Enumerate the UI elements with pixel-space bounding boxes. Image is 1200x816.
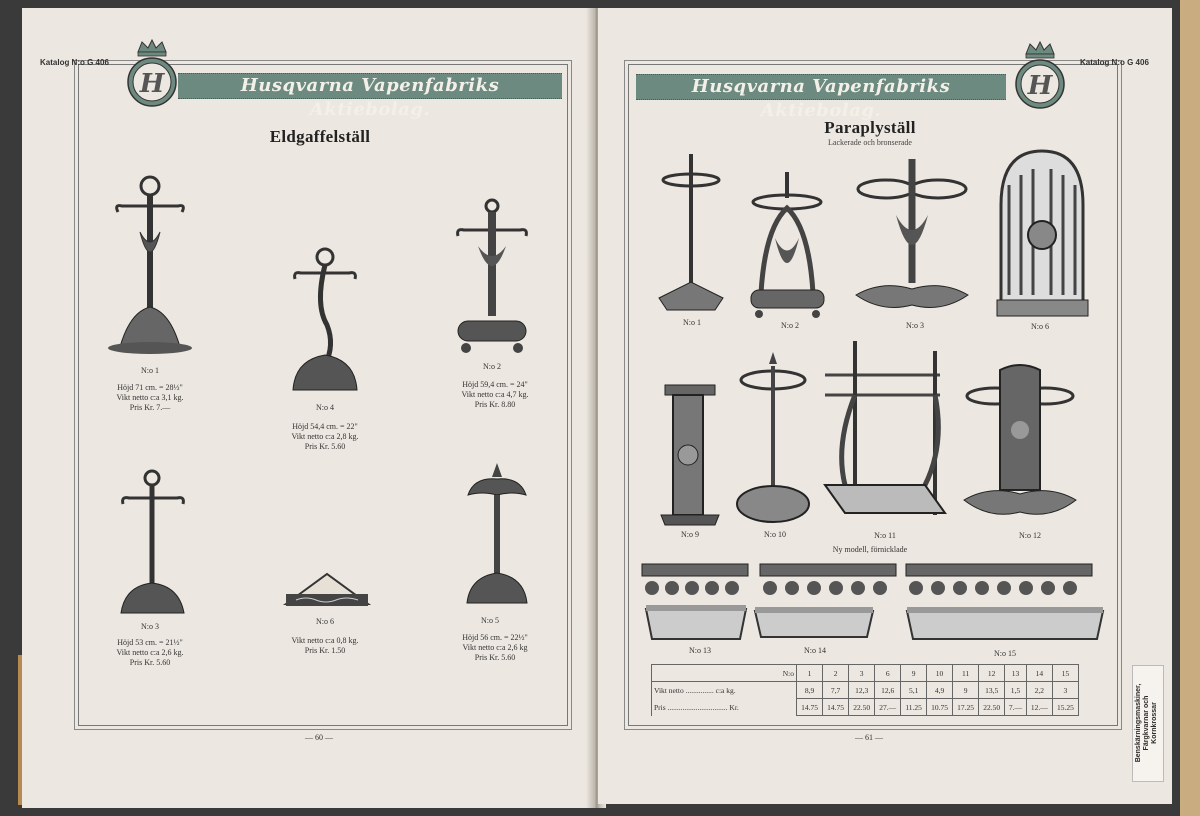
right-catalog-number: Katalog N:o G 406 — [1080, 58, 1149, 67]
item-6-weight: Vikt netto c:a 0,8 kg. — [291, 636, 359, 645]
table-number-cell: 12 — [979, 665, 1005, 682]
husqvarna-emblem-icon — [122, 38, 182, 108]
umbrella-1-label: N:o 1 — [683, 318, 701, 327]
umbrella-stand-1-image — [655, 150, 727, 315]
umbrella-stand-6-image — [995, 145, 1090, 320]
right-page-subtitle: Lackerade och bronserade — [828, 138, 912, 147]
table-price-label: Pris ................................ Kr. — [652, 699, 797, 716]
svg-text:H: H — [139, 69, 165, 99]
item-6-price: Pris Kr. 1.50 — [304, 646, 346, 655]
table-number-cell: 14 — [1026, 665, 1052, 682]
umbrella-12-label: N:o 12 — [1019, 531, 1041, 540]
table-price-cell: 27.— — [875, 699, 901, 716]
table-weight-cell: 9 — [953, 682, 979, 699]
drip-tray-14-image — [753, 605, 875, 641]
corner-stand-6-image — [282, 568, 372, 610]
table-header-label: N:o — [652, 665, 797, 682]
table-price-cell: 12.— — [1026, 699, 1052, 716]
table-number-cell: 15 — [1052, 665, 1078, 682]
table-weight-cell: 12,6 — [875, 682, 901, 699]
item-2-specs — [440, 380, 550, 410]
item-5-price: Pris Kr. 5.60 — [474, 653, 516, 662]
table-number-cell: 3 — [849, 665, 875, 682]
left-catalog-number: Katalog N:o G 406 — [40, 58, 109, 67]
item-4-label: N:o 4 — [316, 403, 334, 412]
item-1-specs — [100, 383, 200, 413]
fire-tool-stand-5-image — [462, 455, 532, 610]
table-number-cell: 9 — [901, 665, 927, 682]
cover-board — [1180, 0, 1200, 816]
item-4-height: Höjd 54,4 cm. = 22" — [292, 422, 358, 431]
drip-tray-15-image — [905, 605, 1105, 643]
umbrella-stand-11-image — [815, 335, 950, 533]
umbrella-stand-3-image — [852, 155, 972, 317]
table-weight-cell: 5,1 — [901, 682, 927, 699]
tray-13-label: N:o 13 — [689, 646, 711, 655]
table-number-cell: 11 — [953, 665, 979, 682]
item-1-height: Höjd 71 cm. = 28½" — [117, 383, 183, 392]
table-number-cell: 10 — [927, 665, 953, 682]
umbrella-stand-9-image — [655, 375, 725, 527]
table-price-cell: 10.75 — [927, 699, 953, 716]
right-page-number: — 61 — — [855, 733, 883, 742]
drip-tray-13-image — [644, 603, 748, 643]
table-price-cell: 22.50 — [979, 699, 1005, 716]
table-price-cell: 14.75 — [797, 699, 823, 716]
item-3-height: Höjd 53 cm. = 21½" — [117, 638, 183, 647]
table-price-cell: 22.50 — [849, 699, 875, 716]
item-3-label: N:o 3 — [141, 622, 159, 631]
side-tab-line-3: Kornkrossar — [1151, 701, 1158, 744]
tray-15-label: N:o 15 — [994, 649, 1016, 658]
item-4-specs — [270, 422, 380, 452]
table-weight-cell: 3 — [1052, 682, 1078, 699]
table-weight-cell: 7,7 — [823, 682, 849, 699]
table-weight-cell: 4,9 — [927, 682, 953, 699]
right-page-title: Paraplyställ — [824, 118, 916, 137]
item-2-weight: Vikt netto c:a 4,7 kg. — [461, 390, 529, 399]
tray-14-label: N:o 14 — [804, 646, 826, 655]
umbrella-11-label: N:o 11 — [874, 531, 896, 540]
table-header-row — [652, 665, 1079, 682]
item-3-specs — [100, 638, 200, 668]
side-index-tab-text — [1132, 665, 1162, 780]
table-price-cell: 7.— — [1005, 699, 1027, 716]
table-weight-cell: 12,3 — [849, 682, 875, 699]
table-weight-cell: 13,5 — [979, 682, 1005, 699]
table-weight-cell: 1,5 — [1005, 682, 1027, 699]
umbrella-stand-12-image — [960, 360, 1080, 528]
left-page-title: Eldgaffelställ — [269, 127, 371, 146]
umbrella-stand-2-image — [745, 168, 830, 320]
item-3-weight: Vikt netto c:a 2,6 kg. — [116, 648, 184, 657]
item-6-label: N:o 6 — [316, 617, 334, 626]
fire-tool-stand-2-image — [452, 196, 532, 356]
item-2-price: Pris Kr. 8.80 — [474, 400, 516, 409]
price-table — [651, 664, 1079, 716]
wall-rack-15-image — [904, 562, 1094, 598]
item-5-label: N:o 5 — [481, 616, 499, 625]
umbrella-10-label: N:o 10 — [764, 530, 786, 539]
table-price-cell: 14.75 — [823, 699, 849, 716]
item-1-weight: Vikt netto c:a 3,1 kg. — [116, 393, 184, 402]
right-company-banner: Husqvarna Vapenfabriks Aktiebolag. — [636, 74, 1006, 100]
table-number-cell: 13 — [1005, 665, 1027, 682]
item-2-height: Höjd 59,4 cm. = 24" — [462, 380, 528, 389]
item-4-weight: Vikt netto c:a 2,8 kg. — [291, 432, 359, 441]
table-price-row — [652, 699, 1079, 716]
table-price-cell: 17.25 — [953, 699, 979, 716]
table-weight-cell: 2,2 — [1026, 682, 1052, 699]
fire-tool-stand-4-image — [285, 245, 365, 395]
item-1-label: N:o 1 — [141, 366, 159, 375]
umbrella-2-label: N:o 2 — [781, 321, 799, 330]
fire-tool-stand-1-image — [100, 172, 200, 362]
item-5-height: Höjd 56 cm. = 22½" — [462, 633, 528, 642]
item-2-label: N:o 2 — [483, 362, 501, 371]
item-4-price: Pris Kr. 5.60 — [304, 442, 346, 451]
table-number-cell: 1 — [797, 665, 823, 682]
left-company-banner: Husqvarna Vapenfabriks Aktiebolag. — [178, 73, 562, 99]
table-price-cell: 11.25 — [901, 699, 927, 716]
svg-text:H: H — [1027, 71, 1053, 101]
table-price-cell: 15.25 — [1052, 699, 1078, 716]
table-weight-cell: 8,9 — [797, 682, 823, 699]
item-1-price: Pris Kr. 7.— — [129, 403, 171, 412]
left-page-number: — 60 — — [305, 733, 333, 742]
table-number-cell: 6 — [875, 665, 901, 682]
fire-tool-stand-3-image — [115, 468, 190, 618]
table-number-cell: 2 — [823, 665, 849, 682]
umbrella-9-label: N:o 9 — [681, 530, 699, 539]
wall-rack-13-image — [640, 562, 750, 598]
umbrella-6-label: N:o 6 — [1031, 322, 1049, 331]
table-weight-label: Vikt netto ............... c:a kg. — [652, 682, 797, 699]
umbrella-stand-10-image — [735, 350, 811, 528]
side-tab-line-1: Benskärningsmaskiner, — [1135, 683, 1142, 762]
wall-rack-14-image — [758, 562, 898, 598]
item-3-price: Pris Kr. 5.60 — [129, 658, 171, 667]
item-5-specs — [440, 633, 550, 663]
new-model-caption: Ny modell, förnicklade — [832, 545, 908, 554]
table-weight-row — [652, 682, 1079, 699]
item-5-weight: Vikt netto c:a 2,6 kg — [462, 643, 528, 652]
umbrella-3-label: N:o 3 — [906, 321, 924, 330]
item-6-specs — [270, 636, 380, 656]
side-tab-line-2: Färgkvarnar och — [1143, 695, 1150, 750]
husqvarna-emblem-right-icon — [1010, 40, 1070, 110]
